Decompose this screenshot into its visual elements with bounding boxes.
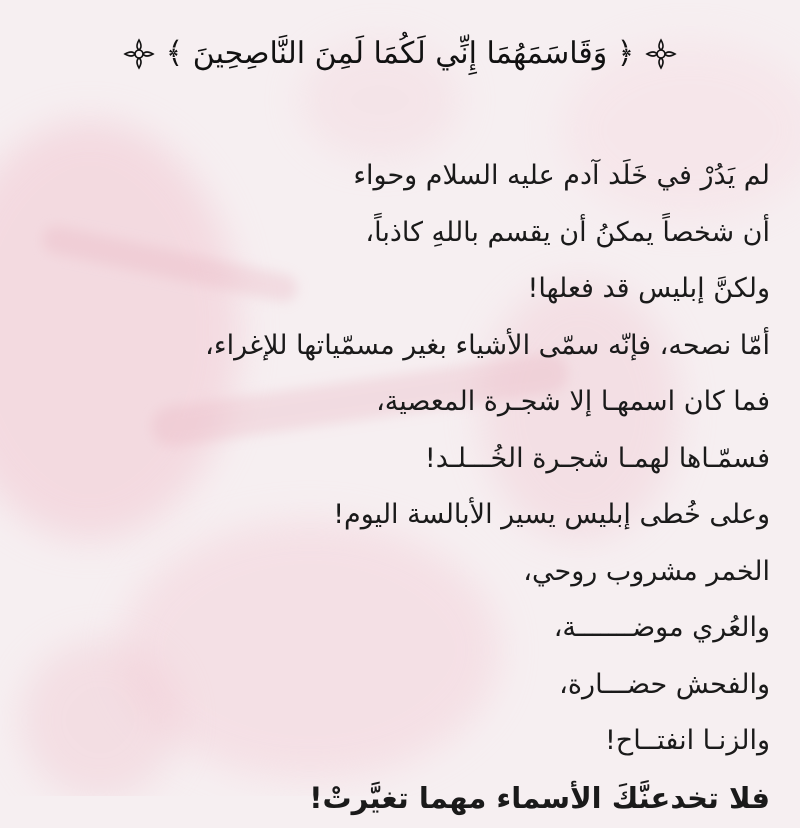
poem-line: لم يَدُرْ في خَلَد آدم عليه السلام وحواء bbox=[10, 150, 770, 207]
poem-line: والفحش حضـــارة، bbox=[10, 659, 770, 716]
poem-body bbox=[10, 150, 770, 828]
poem-line: والزنـا انفتــاح! bbox=[10, 715, 770, 772]
quran-verse-heading bbox=[0, 36, 800, 71]
flower-ornament-icon bbox=[122, 37, 156, 71]
poem-line: أن شخصاً يمكنُ أن يقسم باللهِ كاذباً، bbox=[10, 207, 770, 264]
poem-line: وعلى خُطى إبليس يسير الأبالسة اليوم! bbox=[10, 489, 770, 546]
poem-line: أمّا نصحه، فإنّه سمّى الأشياء بغير مسمّياتها للإغراء، bbox=[10, 320, 770, 377]
verse-text: ﴿ وَقَاسَمَهُمَا إِنِّي لَكُمَا لَمِنَ النَّاصِحِينَ ﴾ bbox=[166, 36, 635, 71]
poem-closing-line: فلا تخدعنَّكَ الأسماء مهما تغيَّرتْ! bbox=[10, 772, 770, 828]
poem-line: فما كان اسمهـا إلا شجـرة المعصية، bbox=[10, 376, 770, 433]
poem-line: الخمر مشروب روحي، bbox=[10, 546, 770, 603]
poem-line: ولكنَّ إبليس قد فعلها! bbox=[10, 263, 770, 320]
poem-line: فسمّـاها لهمـا شجـرة الخُـــلـد! bbox=[10, 433, 770, 490]
flower-ornament-icon bbox=[644, 37, 678, 71]
poem-line: والعُري موضـــــــة، bbox=[10, 602, 770, 659]
